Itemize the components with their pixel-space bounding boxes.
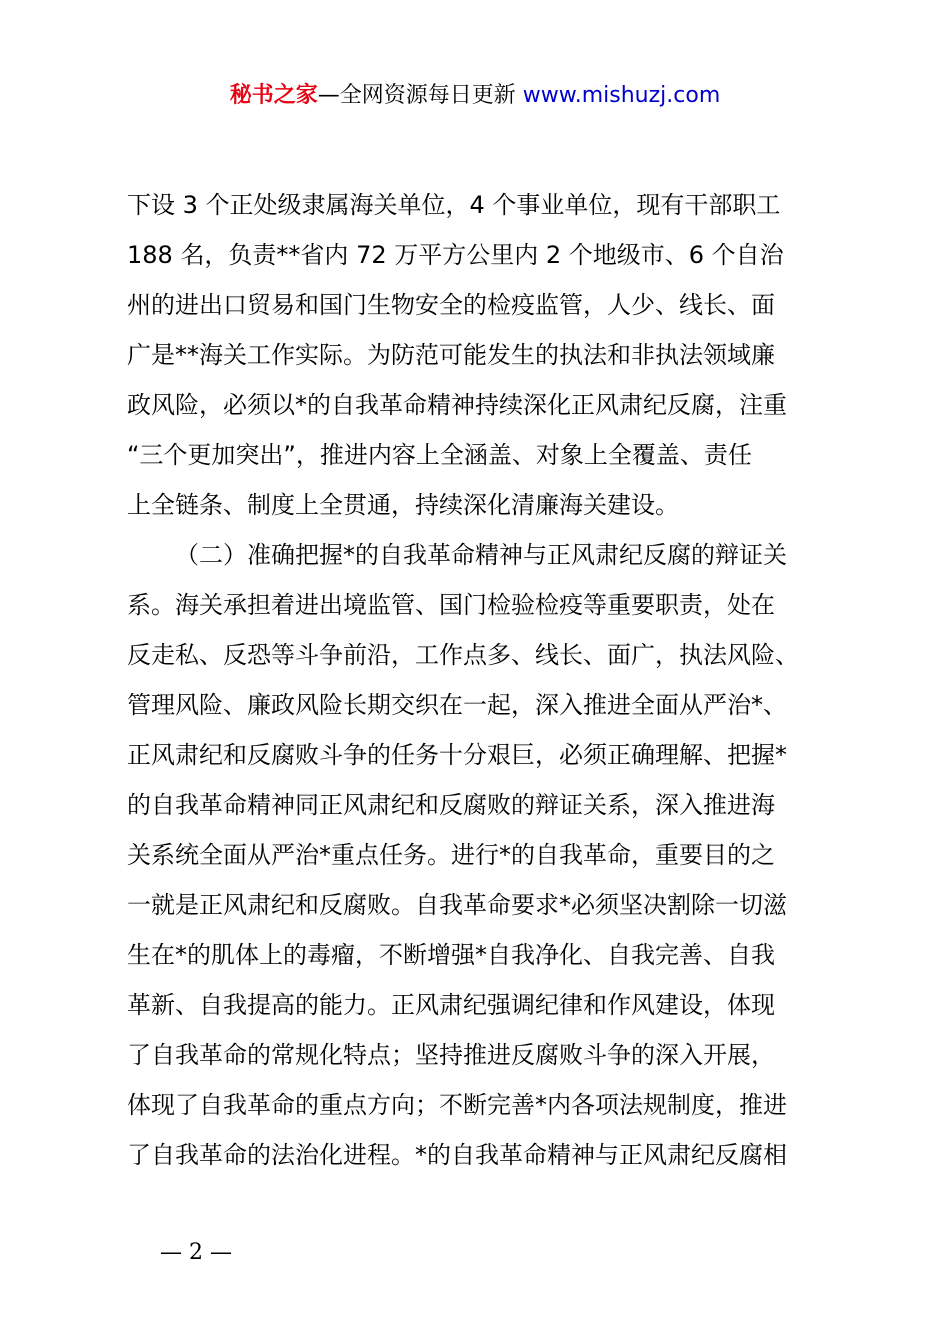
text-line: 了自我革命的常规化特点；坚持推进反腐败斗争的深入开展， bbox=[127, 1041, 775, 1069]
text-line: 正风肃纪和反腐败斗争的任务十分艰巨，必须正确理解、把握* bbox=[127, 741, 787, 769]
text-line: 系。海关承担着进出境监管、国门检验检疫等重要职责，处在 bbox=[127, 591, 775, 619]
site-header bbox=[0, 80, 950, 112]
text-line: 州的进出口贸易和国门生物安全的检疫监管，人少、线长、面 bbox=[127, 291, 775, 319]
text-line: 体现了自我革命的重点方向；不断完善*内各项法规制度，推进 bbox=[127, 1091, 787, 1119]
text-line: 管理风险、廉政风险长期交织在一起，深入推进全面从严治*、 bbox=[127, 691, 787, 719]
text-line: 了自我革命的法治化进程。*的自我革命精神与正风肃纪反腐相 bbox=[127, 1141, 787, 1169]
text-line: 上全链条、制度上全贯通，持续深化清廉海关建设。 bbox=[127, 491, 679, 519]
brand-name: 秘书之家 bbox=[229, 83, 318, 108]
text-line: 广是**海关工作实际。为防范可能发生的执法和非执法领域廉 bbox=[127, 341, 775, 369]
page-number: — 2 — bbox=[160, 1240, 232, 1265]
text-line: 革新、自我提高的能力。正风肃纪强调纪律和作风建设，体现 bbox=[127, 991, 775, 1019]
text-line: “三个更加突出”，推进内容上全涵盖、对象上全覆盖、责任 bbox=[127, 441, 752, 469]
header-tagline: —全网资源每日更新 bbox=[317, 83, 516, 108]
section-heading-line: （二）准确把握*的自我革命精神与正风肃纪反腐的辩证关 bbox=[175, 541, 787, 569]
text-line: 188 名，负责**省内 72 万平方公里内 2 个地级市、6 个自治 bbox=[127, 241, 784, 269]
text-line: 生在*的肌体上的毒瘤，不断增强*自我净化、自我完善、自我 bbox=[127, 941, 775, 969]
text-line: 关系统全面从严治*重点任务。进行*的自我革命，重要目的之 bbox=[127, 841, 775, 869]
text-line: 一就是正风肃纪和反腐败。自我革命要求*必须坚决割除一切滋 bbox=[127, 891, 787, 919]
text-line: 反走私、反恐等斗争前沿，工作点多、线长、面广，执法风险、 bbox=[127, 641, 799, 669]
document-body bbox=[127, 180, 833, 1180]
site-url-link[interactable]: www.mishuzj.com bbox=[522, 83, 721, 108]
text-line: 下设 3 个正处级隶属海关单位，4 个事业单位，现有干部职工 bbox=[127, 191, 781, 219]
text-line: 的自我革命精神同正风肃纪和反腐败的辩证关系，深入推进海 bbox=[127, 791, 775, 819]
text-line: 政风险，必须以*的自我革命精神持续深化正风肃纪反腐，注重 bbox=[127, 391, 787, 419]
